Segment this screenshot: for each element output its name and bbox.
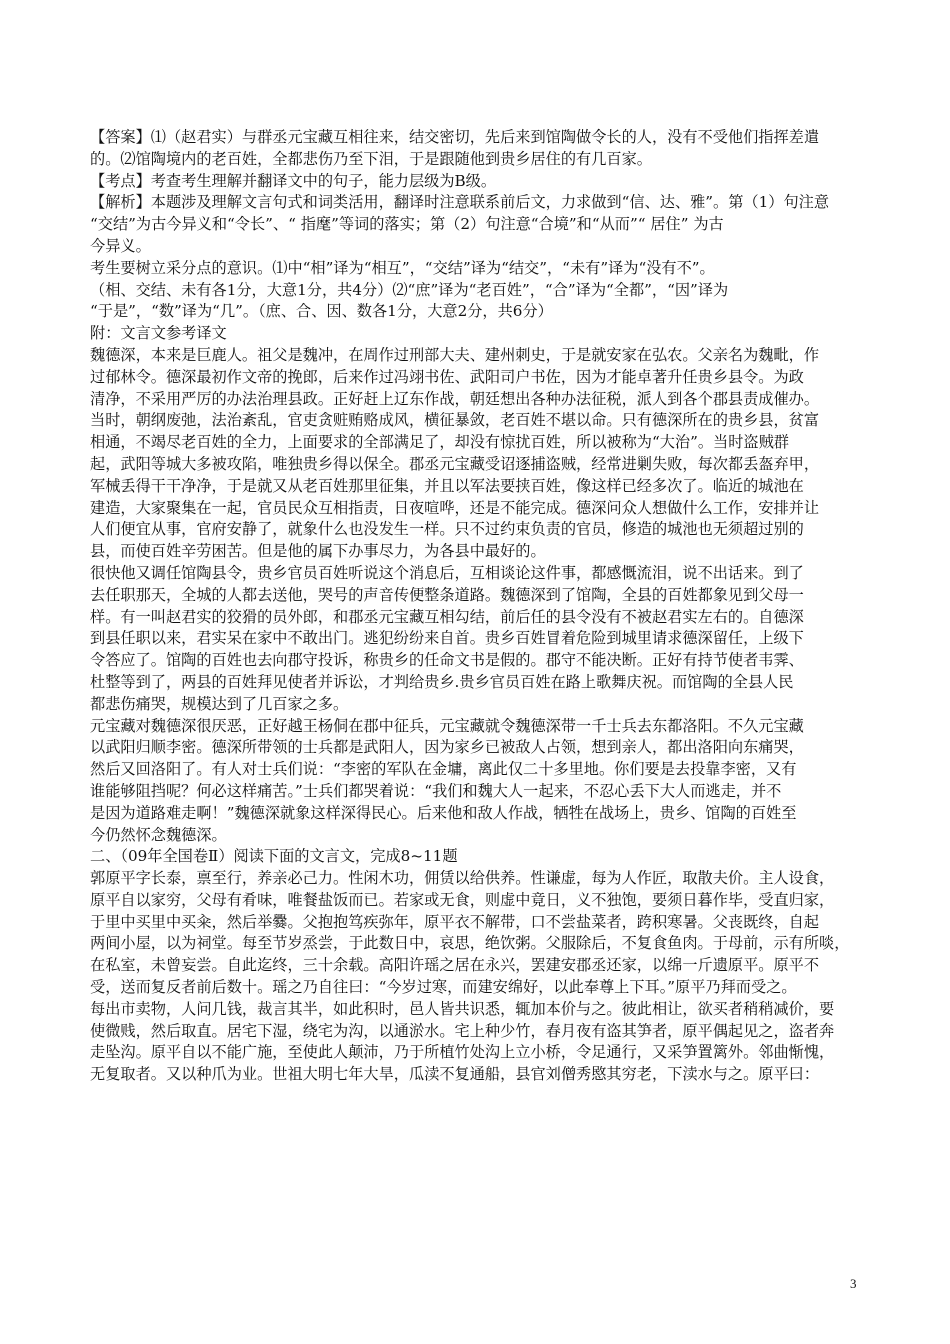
- text-line: 是因为道路难走啊！”魏德深就象这样深得民心。后来他和敌人作战，牺牲在战场上，贵乡、馆陶的百姓至: [90, 803, 797, 822]
- page-number: 3: [850, 1276, 857, 1291]
- text-line: 元宝藏对魏德深很厌恶，正好越王杨侗在郡中征兵，元宝藏就令魏德深带一千士兵去东都洛阳。不久元宝藏: [90, 716, 804, 735]
- text-line: 在私室，未曾妄尝。自此迄终，三十余载。高阳许瑶之居在永兴，罢建安郡丞还家，以绵一斤遗原平。原平不: [90, 956, 819, 975]
- text-line: 人们便宜从事，官府安静了，就象什么也没发生一样。只不过约束负责的官员，修造的城池也无须超过别的: [90, 520, 804, 539]
- text-line: 都悲伤痛哭，规模达到了几百家之多。: [90, 694, 349, 713]
- text-line: 然后又回洛阳了。有人对士兵们说：“李密的军队在金墉，离此仅二十多里地。你们要是去投靠李密，又有: [90, 760, 797, 779]
- text-line: 的。⑵馆陶境内的老百姓，全都悲伤乃至下泪，于是跟随他到贵乡居住的有几百家。: [90, 149, 652, 168]
- text-line: 【答案】⑴（赵君实）与群丞元宝藏互相往来，结交密切，先后来到馆陶做令长的人，没有不受他们指挥差遣: [90, 128, 819, 146]
- text-line: 县，而使百姓辛劳困苦。但是他的属下办事尽力，为各县中最好的。: [90, 542, 546, 561]
- text-line: 无复取者。又以种爪为业。世祖大明七年大旱，瓜渎不复通船，县官刘僧秀愍其穷老，下渎水与之。原平曰：: [90, 1065, 819, 1084]
- text-line: “交结”为古今异义和“令长”、“ 指麾”等词的落实；第（2）句注意“合境”和“从而”“ 居住” 为古: [90, 215, 724, 234]
- text-line: 郭原平字长泰，禀至行，养亲必己力。性闲木功，佣赁以给供养。性谦虚，每为人作匠，取散夫价。主人设食，: [90, 869, 835, 888]
- text-line: 相通，不竭尽老百姓的全力，上面要求的全部满足了，却没有惊扰百姓，所以被称为“大治”。当时盗贼群: [90, 433, 789, 452]
- text-line: 过郁林令。德深最初作文帝的挽郎，后来作过冯翊书佐、武阳司户书佐，因为才能卓著升任贵乡县令。为政: [90, 367, 804, 386]
- text-line: 受，送而复反者前后数十。瑶之乃自往曰：“今岁过寒，而建安绵好，以此奉尊上下耳。”原平乃拜而受之。: [90, 978, 797, 997]
- text-line: 附：文言文参考译文: [90, 324, 227, 343]
- text-line: 样。有一叫赵君实的狡猾的员外郎，和郡丞元宝藏互相勾结，前后任的县令没有不被赵君实左右的。自德深: [90, 607, 804, 626]
- text-line: 魏德深，本来是巨鹿人。祖父是魏冲，在周作过刑部大夫、建州刺史，于是就安家在弘农。父亲名为魏毗，作: [90, 345, 819, 364]
- text-line: 去任职那天，全城的人都去送他，哭号的声音传便整条道路。魏德深到了馆陶，全县的百姓都象见到父母一: [90, 585, 804, 604]
- document-body: [90, 127, 865, 1086]
- text-line: 清净，不采用严厉的办法治理县政。正好赶上辽东作战，朝廷想出各种办法征税，派人到各个郡县责成催办。: [90, 389, 819, 408]
- text-line: 谁能够阻挡呢？何必这样痛苦。”士兵们都哭着说：“我们和魏大人一起来，不忍心丢下大人而逃走，并不: [90, 781, 782, 800]
- text-line: （相、交结、未有各1分，大意1分，共4分）⑵“庶”译为“老百姓”，“合”译为“全都”，“因”译为: [90, 280, 729, 299]
- text-line: 使微贱，然后取直。居宅下湿，绕宅为沟，以通淤水。宅上种少竹，春月夜有盗其笋者，原平偶起见之，盗者奔: [90, 1021, 835, 1040]
- text-line: 原平自以家穷，父母有肴味，唯餐盐饭而已。若家或无食，则虚中竟日，义不独饱，要须日暮作毕，受直归家，: [90, 890, 835, 909]
- text-line: 【考点】考查考生理解并翻译文中的句子，能力层级为B级。: [90, 171, 497, 190]
- text-line: 以武阳归顺李密。德深所带领的士兵都是武阳人，因为家乡已被敌人占领，想到亲人，都出洛阳向东痛哭，: [90, 738, 804, 757]
- text-line: 今仍然怀念魏德深。: [90, 825, 227, 844]
- text-line: 当时，朝纲废弛，法治紊乱，官吏贪赃贿赂成风，横征暴敛，老百姓不堪以命。只有德深所在的贵乡县，贫富: [90, 411, 819, 430]
- text-line: “于是”，“数”译为“几”。（庶、合、因、数各1分，大意2分，共6分）: [90, 302, 553, 321]
- text-line: 令答应了。馆陶的百姓也去向郡守投诉，称贵乡的任命文书是假的。郡守不能决断。正好有持节使者韦霁、: [90, 651, 804, 670]
- text-line: 于里中买里中买籴，然后举爨。父抱抱笃疾弥年，原平衣不解带，口不尝盐菜者，跨积寒暑。父丧既终，自起: [90, 912, 819, 931]
- text-line: 建造，大家聚集在一起，官员民众互相指责，日夜喧哗，还是不能完成。德深问众人想做什么工作，安排并让: [90, 498, 819, 517]
- text-line: 很快他又调任馆陶县令，贵乡官员百姓听说这个消息后，互相谈论这件事，都感慨流泪，说不出话来。到了: [90, 563, 804, 582]
- text-line: 走坠沟。原平自以不能广施，至使此人颠沛，乃于所植竹处沟上立小桥，令足通行，又采笋置篱外。邻曲惭愧，: [90, 1043, 835, 1062]
- text-line: 两间小屋，以为祠堂。每至节岁烝尝，于此数日中，哀思，绝饮粥。父服除后，不复食鱼肉。于母前，示有所啖，: [90, 934, 850, 953]
- text-line: 军械丢得干干净净，于是就又从老百姓那里征集，并且以军法要挟百姓，像这样已经多次了。临近的城池在: [90, 476, 804, 495]
- text-line: 到县任职以来，君实呆在家中不敢出门。逃犯纷纷来自首。贵乡百姓冒着危险到城里请求德深留任，上级下: [90, 629, 804, 648]
- text-line: 考生要树立采分点的意识。⑴中“相”译为“相互”，“交结”译为“结交”，“未有”译为“没有不”。: [90, 258, 715, 277]
- text-line: 【解析】本题涉及理解文言句式和词类活用，翻译时注意联系前后文，力求做到“信、达、雅”。第（1）句注意: [90, 193, 830, 212]
- text-line: 起，武阳等城大多被攻陷，唯独贵乡得以保全。郡丞元宝藏受诏逐捕盗贼，经常进剿失败，每次都丢盔弃甲，: [90, 454, 819, 473]
- text-line: 二、（09年全国卷Ⅱ）阅读下面的文言文，完成8~11题: [90, 847, 458, 866]
- text-line: 今异义。: [90, 236, 151, 255]
- text-line: 杜整等到了，两县的百姓拜见使者并诉讼，才判给贵乡.贵乡官员百姓在路上歌舞庆祝。而馆陶的全县人民: [90, 672, 794, 691]
- text-line: 每出市卖物，人问几钱，裁言其半，如此积时，邑人皆共识悉，辄加本价与之。彼此相让，欲买者稍稍减价，要: [90, 999, 835, 1018]
